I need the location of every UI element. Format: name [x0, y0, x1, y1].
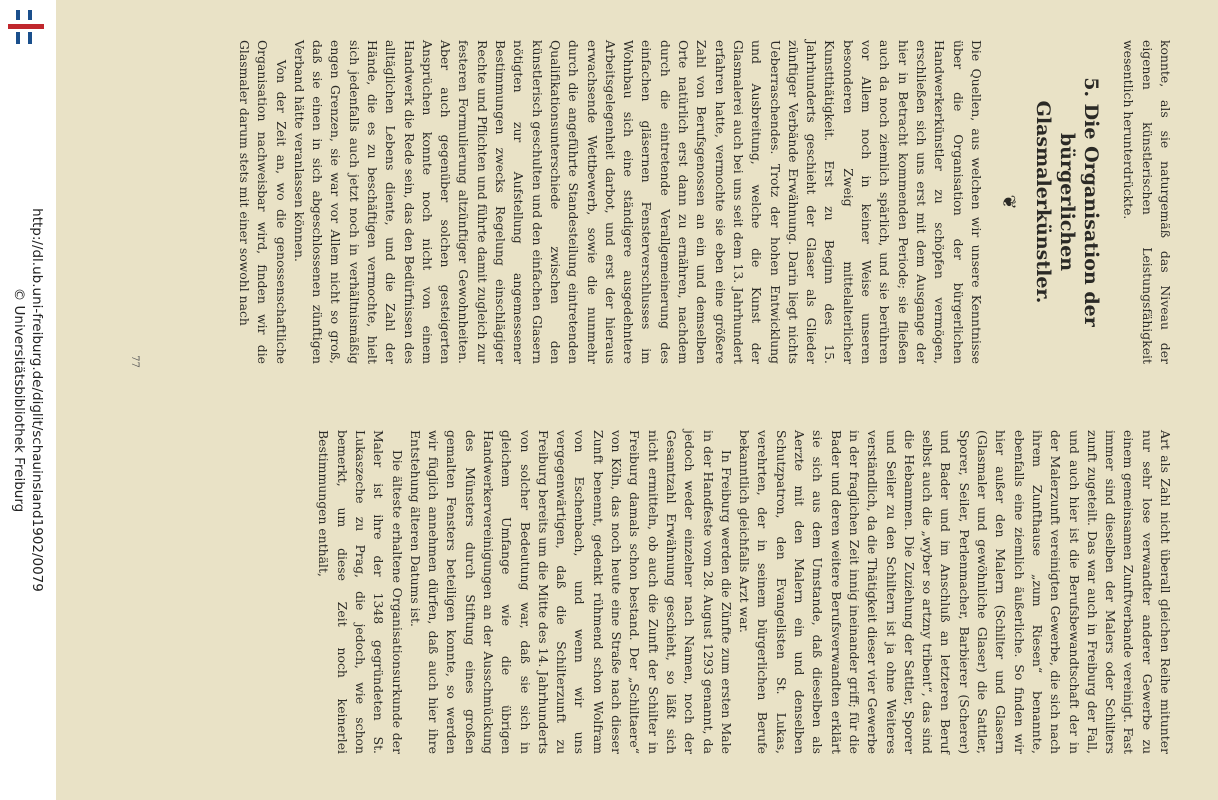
source-caption: [10, 208, 46, 592]
page-number: 77: [128, 355, 140, 368]
copyright-notice: © Universitätsbibliothek Freiburg: [11, 287, 27, 513]
body-paragraph: In Freiburg werden die Zünfte zum ersten Male in der Handfeste vom 28. August 1293 genannt, da jedoch weder einzelner nach Namen, noch der Gesamtzahl Erwähnung geschieht, so läßt sich nicht ermitteln, ob auch die Zunft der Schilter in Freiburg damals schon bestand. Der „Schiltaere“ von Köln, das noch heute eine Straße nach dieser Zunft benennt, gedenkt rühmend schon Wolfram von Eschenbach, und wenn wir uns vergegenwärtigen, daß die Schilterzunft zu Freiburg bereits um die Mitte des 14. Jahrhunderts von solcher Bedeutung war, daß sie sich in gleichem Umfange wie die übrigen Handwerkervereinigungen an der Ausschmückung des Münsters durch Stiftung eines großen gemalten Fensters beteiligen konnte, so werden wir füglich annehmen dürfen, daß auch hier ihre Entstehung älteren Datums ist.: [407, 430, 734, 754]
body-paragraph: Die Quellen, aus welchen wir unsere Kenntnisse über die Organisation der bürgerlichen Handwerkerkünstler zu schöpfen vermögen, erschließen sich uns erst mit dem Ausgange der hier in Betracht kommenden Periode; sie fließen auch da noch ziemlich spärlich, und sie berühren vor Allem noch in keiner Weise unseren besonderen Zweig mittelalterlicher Kunstthätigkeit. Erst zu Beginn des 15. Jahrhunderts geschieht der Glaser als Glieder zünftiger Verbände Erwähnung. Darin liegt nichts Ueberraschendes. Trotz der hohen Entwicklung und Ausbreitung, welche die Kunst der Glasmalerei auch bei uns seit dem 13. Jahrhundert erfahren hatte, vermochte sie eben eine größere Zahl von Berufsgenossen an ein und demselben Orte natürlich erst dann zu ernähren, nachdem durch die eintretende Verallgemeinerung des einfachen gläsernen Fensterverschlusses im Wohnbau sich eine ständigere ausgedehntere Arbeitsgelegenheit darbot, und erst der hieraus erwachsende Wettbewerb, sowie die nunmehr durch die angeführte Standesteilung eintretenden Qualifikationsunterschiede zwischen den künstlerisch geschulten und den einfachen Glasern nötigten zur Aufstellung angemessener Bestimmungen zwecks Regelung einschlägiger Rechte und Pflichten und führte damit zugleich zur festeren Formulierung altzünftiger Gewohnheiten. Aber auch gegenüber solchen gesteigerten Ansprüchen konnte noch nicht von einem Handwerk die Rede sein, das den Bedürfnissen des alltäglichen Lebens diente, und die Zahl der Hände, die es zu beschäftigen vermochte, hielt sich jedenfalls auch jetzt noch in verhältnismäßig engen Grenzen, sie war vor Allem nicht so groß, daß sie einen in sich abgeschlossenen zünftigen Verband hätte veranlassen können.: [291, 40, 984, 364]
body-paragraph: Art als Zahl nicht überall gleichen Reihe mitunter nur sehr lose verwandter anderer Gewerbe zu einem gemeinsamen Zunftverbande vereinigt. Fast immer sind dieselben der Malers oder Schilters zunft zugeteilt. Das war auch in Freiburg der Fall, und auch hier ist die Berufsbewandtschaft der in der Malerzunft vereinigten Gewerbe, die sich nach ihrem Zunfthause „zum Riesen“ benannte, ebenfalls eine ziemlich äußerliche. So finden wir hier außer den Malern (Schilter und Glasern (Glasmaler und gewöhnliche Glaser) die Sattler, Sporer, Seiler, Perlenmacher, Barbierer (Scherer) und Bader und im Anschluß an letzteren Beruf selbst auch die „wyber so artzny tribent“, das sind die Hebammen. Die Zuziehung der Sattler, Sporer und Seiler zu den Schiltern ist ja ohne Weiteres verständlich, da die Thätigkeit dieser vier Gewerbe in der fraglichen Zeit innig ineinander griff; für die Bader und deren weitere Berufsverwandten erklärt sie sich aus dem Umstande, daß dieselben als Aerzte mit den Malern ein und denselben Schutzpatron, den Evangelisten St. Lukas, verehrten, der in seinem bürgerlichen Berufe bekanntlich gleichfalls Arzt war.: [737, 430, 1173, 754]
body-paragraph: Von der Zeit an, wo die genossenschaftliche Organisation nachweisbar wird, finden wir die Glasmaler darum stets mit einer sowohl nach: [236, 40, 289, 364]
fleuron-ornament-icon: ❦: [998, 194, 1020, 210]
viewer-sidebar: [0, 0, 56, 800]
rotated-page-content: [114, 40, 1174, 800]
body-paragraph: Die älteste erhaltene Organisationsurkunde der Maler ist ihre der 1348 gegründeten St. Lukaszeche zu Prag, die jedoch, wie schon bemerkt, um diese Zeit noch keinerlei Bestimmungen enthält,: [316, 430, 405, 754]
left-column: [235, 40, 1174, 364]
university-logo-icon: [6, 8, 46, 48]
right-column: [314, 430, 1174, 754]
scanned-page: [56, 0, 1218, 800]
source-url[interactable]: http://dl.ub.uni-freiburg.de/diglit/schauinsland1902/0079: [29, 208, 45, 592]
intro-paragraph: konnte, als sie naturgemäß das Niveau der eigenen künstlerischen Leistungsfähigkeit wesentlich herunterdrückte.: [1121, 40, 1173, 364]
section-heading: 5. Die Organisation der bürgerlichen Glasmalerkünstler.: [1032, 77, 1103, 327]
